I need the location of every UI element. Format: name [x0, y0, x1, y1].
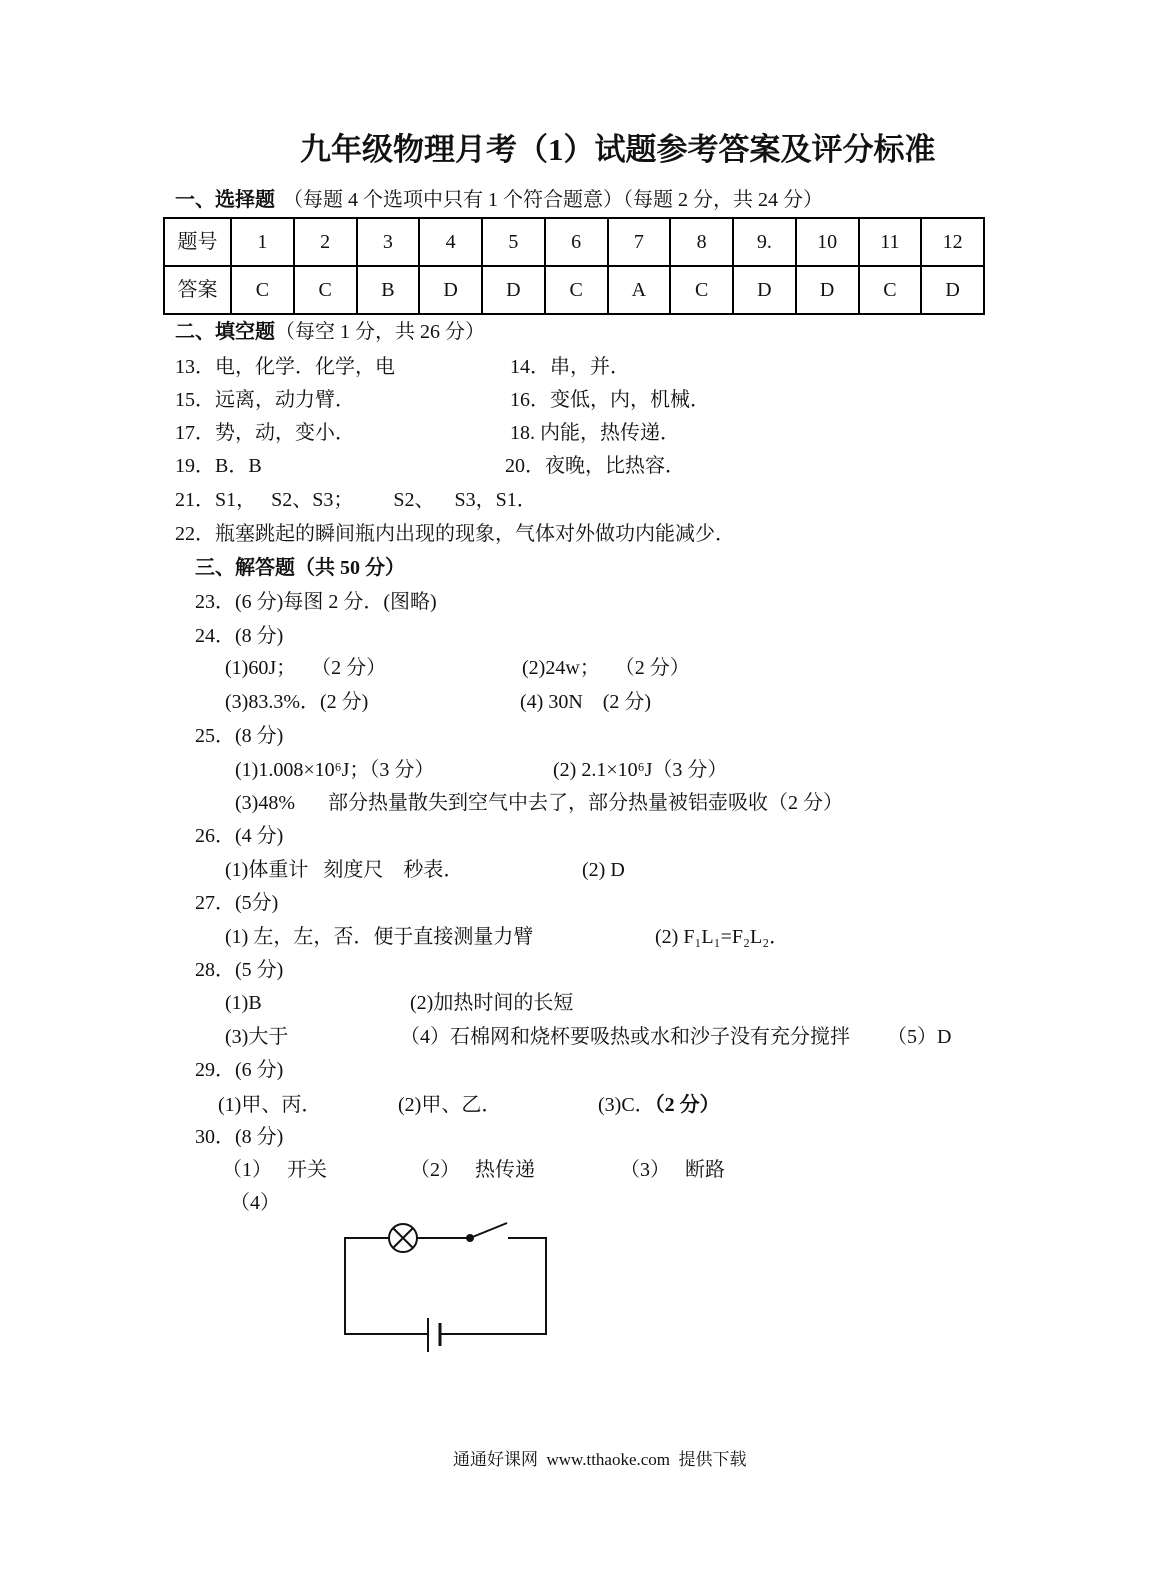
- answer-cell: C: [231, 266, 294, 314]
- answer-24-2: (2)24w； （2 分）: [522, 657, 690, 679]
- answer-30-4: （4）: [230, 1192, 280, 1214]
- question-28-head: 28．(5 分): [195, 959, 284, 981]
- circuit-diagram: [330, 1210, 570, 1360]
- question-number: 10: [796, 218, 859, 266]
- answer-28-1: (1)B: [225, 992, 262, 1014]
- answer-cell: D: [482, 266, 545, 314]
- question-number: 2: [294, 218, 357, 266]
- fill-answer-16: 16．变低，内，机械．: [510, 389, 710, 411]
- answer-cell: B: [357, 266, 420, 314]
- section-fill-heading: 二、填空题: [175, 321, 275, 343]
- lamp-icon: [389, 1224, 417, 1252]
- question-number: 8: [670, 218, 733, 266]
- question-number: 7: [608, 218, 671, 266]
- answer-30-3: （3） 断路: [620, 1159, 725, 1181]
- answer-29-1: (1)甲、丙．: [218, 1094, 322, 1116]
- section-solve-heading: 三、解答题: [195, 557, 295, 579]
- section-choice-heading: 一、选择题: [175, 189, 275, 211]
- fill-answer-14: 14．串，并．: [510, 356, 630, 378]
- answer-cell: C: [545, 266, 608, 314]
- answer-25-2: (2) 2.1×10⁶J（3 分）: [553, 759, 728, 781]
- page-title: 九年级物理月考（1）试题参考答案及评分标准: [300, 132, 936, 167]
- fill-answer-15: 15．远离，动力臂．: [175, 389, 355, 411]
- question-number: 6: [545, 218, 608, 266]
- question-29-head: 29．(6 分): [195, 1059, 284, 1081]
- answer-26-2: (2) D: [582, 859, 625, 881]
- section-solve-note: （共 50 分）: [295, 557, 405, 579]
- answer-25-3-value: (3)48%: [235, 792, 295, 814]
- question-25-head: 25．(8 分): [195, 725, 284, 747]
- section-choice-header: [175, 188, 823, 212]
- table-row-answers: [164, 266, 984, 314]
- choice-answer-table: [163, 217, 985, 315]
- answer-24-3: (3)83.3%．(2 分): [225, 691, 369, 713]
- fill-answer-13: 13．电，化学．化学，电: [175, 356, 395, 378]
- answer-28-2: (2)加热时间的长短: [410, 992, 574, 1014]
- answer-cell: C: [294, 266, 357, 314]
- answer-29-3-score: （2 分）: [654, 1094, 720, 1116]
- question-24-head: 24．(8 分): [195, 625, 284, 647]
- question-number: 4: [419, 218, 482, 266]
- section-choice-note: （每题 4 个选项中只有 1 个符合题意）（每题 2 分，共 24 分）: [283, 189, 823, 211]
- question-27-head: 27．(5分): [195, 892, 279, 914]
- battery-icon: [428, 1318, 440, 1352]
- answer-29-2: (2)甲、乙．: [398, 1094, 502, 1116]
- question-number: 11: [859, 218, 922, 266]
- answer-cell: C: [859, 266, 922, 314]
- answer-28-4: （4）石棉网和烧杯要吸热或水和沙子没有充分搅拌: [400, 1026, 850, 1048]
- fill-answer-17: 17．势，动，变小．: [175, 422, 355, 444]
- switch-icon: [467, 1223, 507, 1241]
- answer-29-3: [598, 1093, 720, 1117]
- answer-27-1: (1) 左，左，否．便于直接测量力臂: [225, 926, 534, 948]
- answer-25-3-reason: 部分热量散失到空气中去了，部分热量被铝壶吸收（2 分）: [328, 792, 843, 814]
- answer-27-2: (2) F₁L₁=F₂L₂．: [655, 926, 790, 948]
- question-number: 1: [231, 218, 294, 266]
- fill-answer-22: 22．瓶塞跳起的瞬间瓶内出现的现象，气体对外做功内能减少．: [175, 523, 735, 545]
- question-number: 9.: [733, 218, 796, 266]
- question-number: 5: [482, 218, 545, 266]
- answer-cell: D: [921, 266, 984, 314]
- footer-source: 通通好课网 www.tthaoke.com 提供下载: [453, 1450, 747, 1469]
- answer-26-1: (1)体重计 刻度尺 秒表．: [225, 859, 464, 881]
- answer-cell: A: [608, 266, 671, 314]
- answer-28-3: (3)大于: [225, 1026, 289, 1048]
- section-fill-header: [175, 320, 485, 344]
- table-row-numbers: [164, 218, 984, 266]
- section-fill-note: （每空 1 分，共 26 分）: [275, 321, 485, 343]
- row-label-answer: 答案: [164, 266, 231, 314]
- answer-cell: D: [796, 266, 859, 314]
- section-solve-header: [195, 556, 405, 580]
- answer-24-4: (4) 30N (2 分): [520, 691, 652, 713]
- question-number: 12: [921, 218, 984, 266]
- answer-cell: C: [670, 266, 733, 314]
- answer-25-1: (1)1.008×10⁶J；（3 分）: [235, 759, 435, 781]
- question-30-head: 30．(8 分): [195, 1126, 284, 1148]
- fill-answer-19: 19．B．B: [175, 455, 262, 477]
- row-label-number: 题号: [164, 218, 231, 266]
- question-number: 3: [357, 218, 420, 266]
- answer-23: 23．(6 分)每图 2 分．(图略): [195, 591, 437, 613]
- question-26-head: 26．(4 分): [195, 825, 284, 847]
- fill-answer-20: 20．夜晚，比热容．: [505, 455, 685, 477]
- fill-answer-18: 18. 内能，热传递．: [510, 422, 680, 444]
- fill-answer-21: 21．S1， S2、S3； S2、 S3，S1．: [175, 489, 537, 511]
- answer-24-1: (1)60J； （2 分）: [225, 657, 387, 679]
- answer-28-5: （5）D: [887, 1026, 952, 1048]
- answer-30-2: （2） 热传递: [410, 1159, 535, 1181]
- answer-30-1: （1） 开关: [222, 1159, 327, 1181]
- answer-29-3-text: (3)C．: [598, 1094, 655, 1116]
- answer-cell: D: [733, 266, 796, 314]
- answer-cell: D: [419, 266, 482, 314]
